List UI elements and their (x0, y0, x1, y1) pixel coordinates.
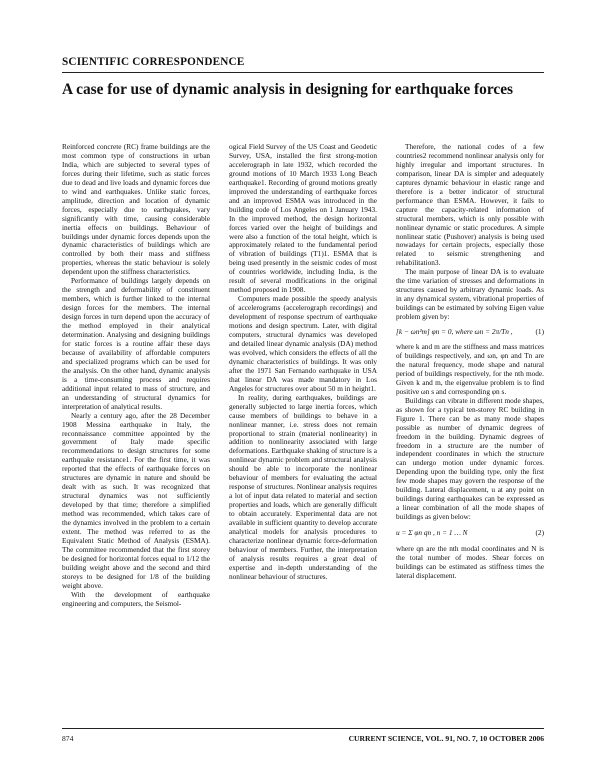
paragraph: ogical Field Survey of the US Coast and Geodetic Survey, USA, installed the first strong-motion accelerograph in late 1932, which recorded the ground motions of 10 March 1933 Long Beach earthquake1. Recording of ground motions greatly improved the understanding of earthquake forces and an improved ESMA was introduced in the building code of Los Angeles on 1 January 1943. In the improved method, the design horizontal forces varied over the height of buildings and were also a function of the total height, which is approximately related to the fundamental period of vibration of buildings (T1)1. ESMA that is being used presently in the seismic codes of most of countries worldwide, including India, is the result of several modifications in the original method proposed in 1908. (229, 142, 377, 295)
paragraph: Performance of buildings largely depends on the strength and deformability of constituent members, which is further linked to the internal design forces for the members. The internal design forces in turn depend upon the accuracy of the method employed in their analytical determination. Analysing and designing buildings for static forces is a routine affair these days because of availability of affordable computers and specialized programs which can be used for the analysis. On the other hand, dynamic analysis is a time-consuming process and requires additional input related to mass of structure, and an understanding of structural dynamics for interpretation of analytical results. (62, 276, 210, 411)
paragraph: In reality, during earthquakes, buildings are generally subjected to large inertia forces, which cause members of buildings to behave in a nonlinear manner, i.e. stress does not remain proportional to strain (material nonlinearity) in addition to nonlinearity associated with large deformations. Earthquake shaking of structure is a nonlinear dynamic problem and structural analysis should be able to incorporate the nonlinear behaviour of members for evaluating the actual response of structures. Nonlinear analysis requires a lot of input data related to material and section properties and loads, which are generally difficult to obtain accurately. Experimental data are not available in sufficient quantity to develop accurate analytical models for analysis procedures to characterize nonlinear dynamic force-deformation behaviour of members. Further, the interpretation of analysis results requires a great deal of expertise and in-depth understanding of the nonlinear behaviour of structures. (229, 392, 377, 581)
page-number: 874 (62, 734, 74, 743)
section-heading: SCIENTIFIC CORRESPONDENCE (62, 56, 245, 68)
column-3 (396, 143, 544, 581)
equation-1-body: [k − ωn²m] φn = 0, where ωn = 2π/Tn , (396, 327, 513, 337)
article-title: A case for use of dynamic analysis in designing for earthquake forces (62, 81, 514, 98)
paragraph: Buildings can vibrate in different mode shapes, as shown for a typical ten-storey RC building in Figure 1. There can be as many mode shapes possible as number of dynamic degrees of freedom in the building. Dynamic degrees of freedom in a structure are the number of independent coordinates in which the structure can undergo motion under dynamic forces. Depending upon the building type, only the first few mode shapes may govern the response of the building. Lateral displacement, u at any point on buildings during earthquakes can be expressed as a linear combination of all the mode shapes of buildings as given below: (396, 395, 544, 522)
column-2 (229, 143, 377, 582)
column-1 (62, 143, 210, 609)
paragraph: Computers made possible the speedy analysis of accelerograms (accelerograph recordings) and development of response spectrum of earthquake motions and design spectrum. Later, with digital computers, structural dynamics was developed and detailed linear dynamic analysis (DA) method was evolved, which considers the effects of all the dynamic characteristics of buildings. It was only after the 1971 San Fernando earthquake in USA that linear DA was made mandatory in Los Angeles for structures over about 50 m in height1. (229, 294, 377, 393)
equation-2-number: (2) (535, 528, 544, 538)
paragraph: where k and m are the stiffness and mass matrices of buildings respectively, and ωn, φn and Tn are the natural frequency, mode shape and natural period of buildings respectively, for the nth mode. Given k and m, the eigenvalue problem is to find positive ωn s and corresponding φn s. (396, 342, 544, 396)
paragraph: where qn are the nth modal coordinates and N is the total number of modes. Shear forces on buildings can be estimated as stiffness times the lateral displacement. (396, 544, 544, 580)
paragraph: With the development of earthquake engineering and computers, the Seismol- (62, 589, 210, 608)
equation-2 (396, 529, 544, 538)
equation-1-number: (1) (535, 327, 544, 337)
header-rule (62, 72, 544, 73)
paragraph: The main purpose of linear DA is to evaluate the time variation of stresses and deformations in structures caused by arbitrary dynamic loads. As in any dynamical system, vibrational properties of buildings can be estimated by solving Eigen value problem given by: (396, 267, 544, 322)
paragraph: Nearly a century ago, after the 28 December 1908 Messina earthquake in Italy, the reconnaissance committee appointed by the government of Italy made specific recommendations to design structures for some earthquake resistance1. For the first time, it was reported that the effects of earthquake forces on structures are dynamic in nature and should be dealt with as such. It was recognized that structural dynamics was not sufficiently developed by that time; therefore a simplified method was recommended, which takes care of the dynamics involved in the problem to a certain extent. The method was referred to as the Equivalent Static Method of Analysis (ESMA). The committee recommended that the first storey be designed for horizontal forces equal to 1/12 the building weight above and the second and third storeys to be designed for 1/8 of the building weight above. (62, 410, 210, 590)
equation-2-body: u = Σ φn qn , n = 1 … N (396, 528, 468, 538)
equation-1 (396, 328, 544, 337)
journal-citation: CURRENT SCIENCE, VOL. 91, NO. 7, 10 OCTOBER 2006 (348, 734, 544, 743)
paragraph: Reinforced concrete (RC) frame buildings are the most common type of constructions in urban India, which are subjected to several types of forces during their lifetime, such as static forces due to dead and live loads and dynamic forces due to wind and earthquakes. Unlike static forces, amplitude, direction and location of dynamic forces, especially due to earthquakes, vary significantly with time, causing considerable inertia effects on buildings. Behaviour of buildings under dynamic forces depends upon the dynamic characteristics of buildings which are controlled by both their mass and stiffness properties, whereas the static behaviour is solely dependent upon the stiffness characteristics. (62, 142, 210, 277)
paragraph: Therefore, the national codes of a few countries2 recommend nonlinear analysis only for highly irregular and important structures. In comparison, linear DA is simpler and adequately captures dynamic behaviour in elastic range and therefore is a better indicator of structural performance than ESMA. However, it fails to capture the capacity-related information of structural members, which is only possible with nonlinear dynamic or static procedures. A simple nonlinear static (Pushover) analysis is being used nowadays for certain projects, especially those related to seismic strengthening and rehabilitation3. (396, 142, 544, 268)
footer-rule (62, 728, 544, 729)
